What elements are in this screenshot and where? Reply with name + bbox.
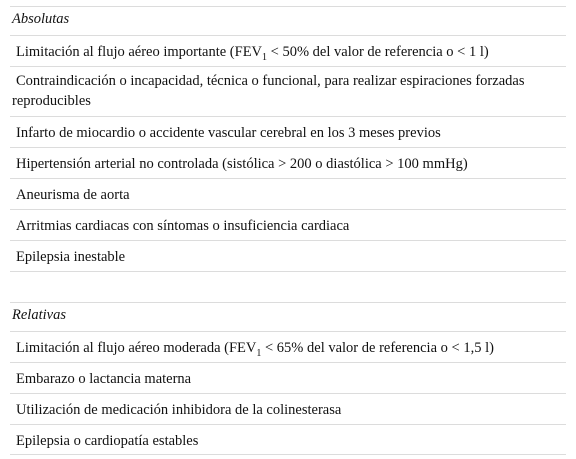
section-title-relativas <box>10 302 566 331</box>
table-row <box>10 209 566 240</box>
section-title-absolutas <box>10 6 566 35</box>
table-row <box>10 147 566 178</box>
contraindications-table <box>10 6 566 455</box>
table-row <box>10 240 566 271</box>
row-text: Limitación al flujo aéreo importante ($FEV_1 < 50\%$ del valor de referencia o < 1 l) <box>16 44 489 63</box>
table-row <box>10 178 566 209</box>
row-text: Contraindicación o incapacidad, técnica o funcional, para realizar espiraciones forzadas reproducibles <box>12 73 525 109</box>
table-row <box>10 35 566 66</box>
table-row <box>10 66 566 116</box>
row-text: Utilización de medicación inhibidora de la colinesterasa <box>16 402 342 418</box>
section-title-text: Relativas <box>12 307 66 323</box>
section-title-text: Absolutas <box>12 11 70 27</box>
row-text: Arritmias cardiacas con síntomas o insuficiencia cardiaca <box>16 218 350 234</box>
row-text: Embarazo o lactancia materna <box>16 371 192 387</box>
row-text: Aneurisma de aorta <box>16 187 130 203</box>
row-text: Epilepsia inestable <box>16 249 126 265</box>
empty-row <box>10 271 566 302</box>
row-text: Epilepsia o cardiopatía estables <box>16 433 199 449</box>
table-row <box>10 362 566 393</box>
table-row <box>10 424 566 455</box>
table-row <box>10 393 566 424</box>
row-text: Hipertensión arterial no controlada (sistólica > 200 o diastólica > 100 mmHg) <box>16 156 468 172</box>
table-row <box>10 116 566 147</box>
table-row <box>10 331 566 362</box>
row-text: Limitación al flujo aéreo moderada ($FEV_1 < 65\%$ del valor de referencia o < 1,5 l) <box>16 340 494 359</box>
row-text: Infarto de miocardio o accidente vascular cerebral en los 3 meses previos <box>16 125 441 141</box>
